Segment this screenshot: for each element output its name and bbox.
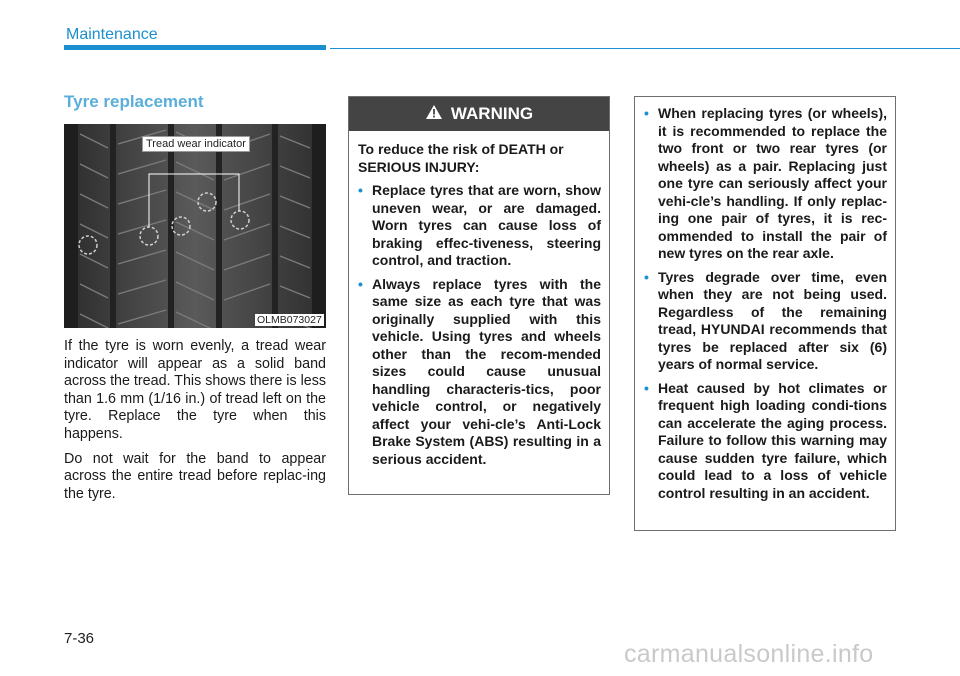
list-item <box>644 269 887 374</box>
body-text <box>64 338 326 510</box>
warning-triangle-icon <box>425 104 443 125</box>
bullet-text: Tyres degrade over time, even when they are not being used. Regardless of the remaining tread, HYUNDAI recommends that tyres be replaced after six (6) years of normal service. <box>658 268 887 372</box>
bullet-icon: • <box>358 275 363 292</box>
right-warning-box <box>634 96 896 531</box>
warning-title: WARNING <box>450 104 534 123</box>
header-rule-thick <box>64 45 326 50</box>
warning-content <box>349 131 609 468</box>
list-item <box>644 105 887 263</box>
list-item <box>358 276 601 469</box>
section-title: Maintenance <box>66 26 158 43</box>
header-rule-thin <box>330 48 960 49</box>
paragraph: If the tyre is worn evenly, a tread wear indicator will appear as a solid band across the tread. This shows there is less than 1.6 mm (1/16 in.) of tread left on the tyre. Replace the tyre when this happens. <box>64 338 326 442</box>
figure-code: OLMB073027 <box>257 314 322 326</box>
warning-header <box>349 97 609 131</box>
bullet-icon: • <box>644 268 649 285</box>
bullet-text: Always replace tyres with the same size as each tyre that was originally supplied with this vehicle. Using tyres and wheels other than the recom-mended sizes could cause unusual handling characteris-tics, poor vehicle control, or negatively affect your vehi-cle’s Anti-Lock Brake System (ABS) resulting in a serious accident. <box>372 275 601 467</box>
warning-intro: To reduce the risk of DEATH or SERIOUS INJURY: <box>358 141 564 175</box>
tyre-replacement-heading: Tyre replacement <box>64 92 204 111</box>
right-content <box>635 97 895 502</box>
bullet-icon: • <box>644 105 649 121</box>
tread-wear-indicator-callout: Tread wear indicator <box>142 136 250 152</box>
tyre-photo <box>64 124 326 328</box>
bullet-text: Replace tyres that are worn, show uneven wear, or are damaged. Worn tyres can cause loss of braking effec-tiveness, steering control, and traction. <box>372 182 601 268</box>
paragraph: Do not wait for the band to appear across the entire tread before replac-ing the tyre. <box>64 450 326 502</box>
bullet-text: Heat caused by hot climates or frequent high loading condi-tions can accelerate the aging process. Failure to follow this warning may cause sudden tyre failure, which could lead to a loss of vehicle control resulting in an accident. <box>658 379 887 501</box>
bullet-icon: • <box>644 379 649 396</box>
list-item <box>644 380 887 503</box>
bullet-icon: • <box>358 182 363 198</box>
bullet-text: When replacing tyres (or wheels), it is recommended to replace the two front or two rear tyres (or wheels) as a pair. Replacing just one tyre can seriously affect your vehi-cle’s handling. If only replac-ing one pair of tyres, it is rec-ommended to install the pair of new tyres on the rear axle. <box>658 105 887 261</box>
list-item <box>358 182 601 270</box>
warning-box <box>348 96 610 495</box>
page-number: 7-36 <box>64 630 95 647</box>
watermark: carmanualsonline.info <box>624 640 874 668</box>
